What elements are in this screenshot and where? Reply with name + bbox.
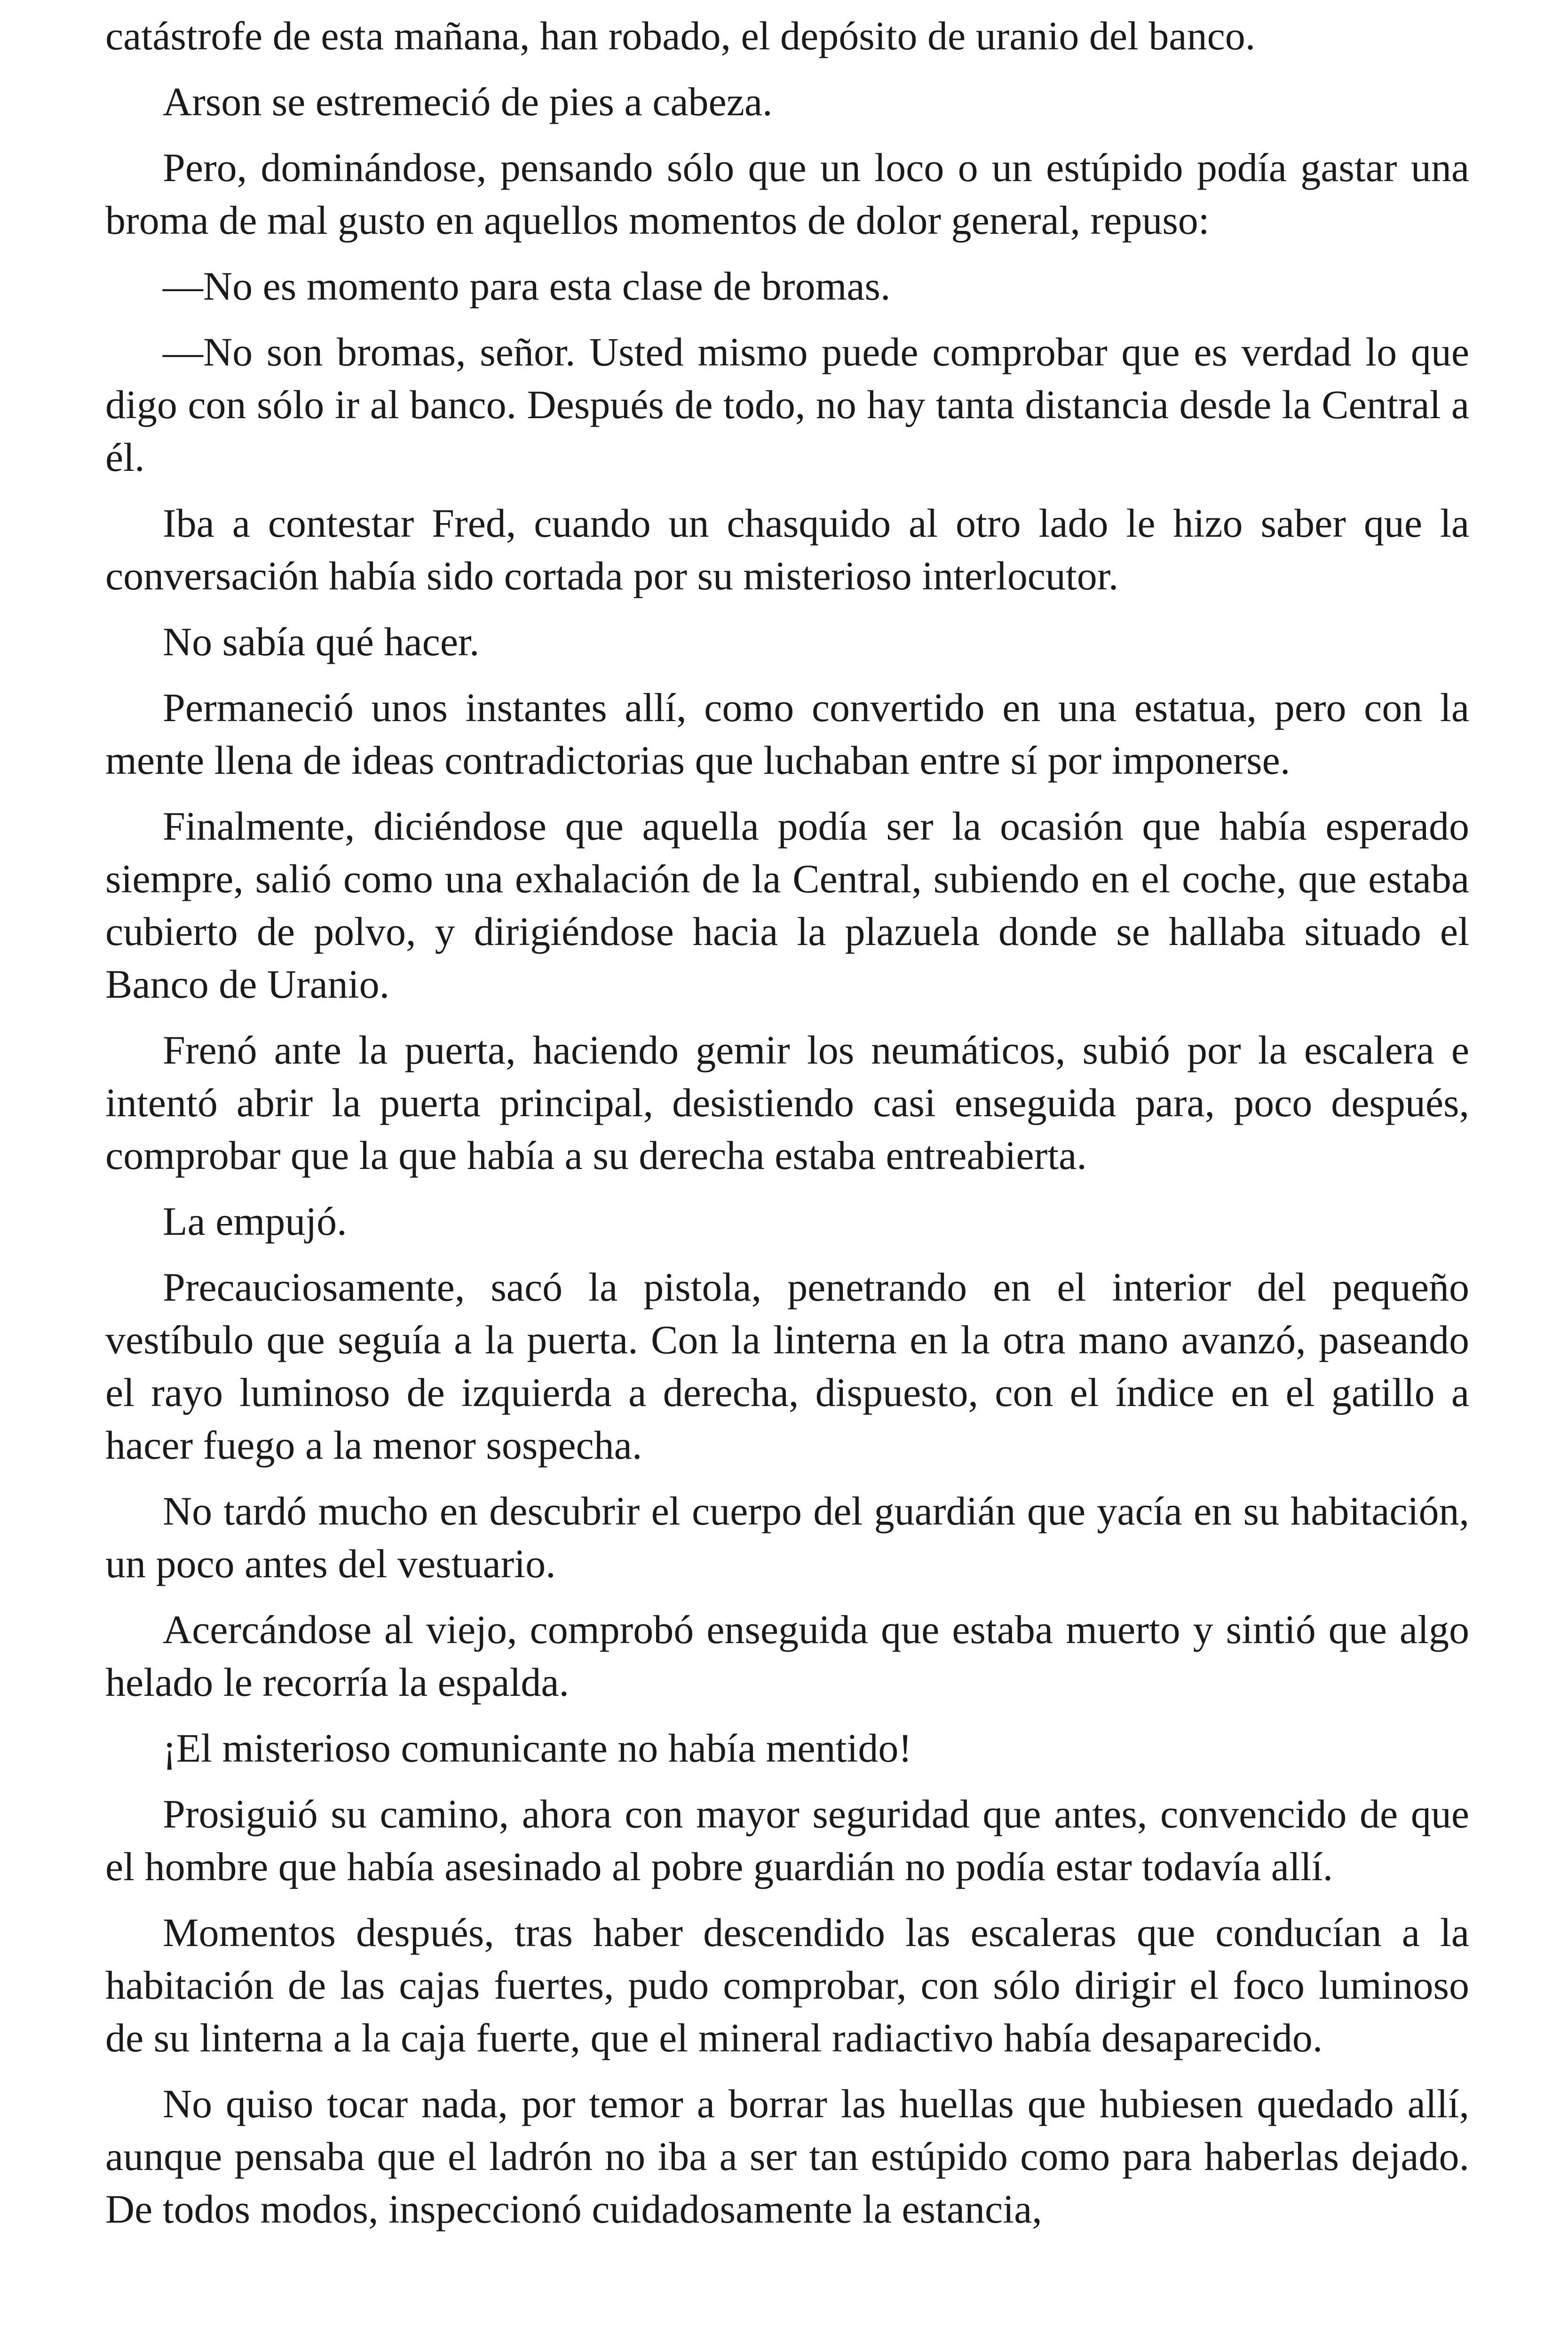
paragraph-10: La empujó. [163,1199,347,1244]
paragraph-8: Finalmente, diciéndose que aquella podía ser la ocasión que había esperado siempre, salió como una exhalación de la Central, subiendo en el coche, que estaba cubierto de polvo, y dirigiéndose hacia la plazuela donde se hallaba situado el Banco de Uranio. [105,803,1469,1007]
paragraph-3: —No es momento para esta clase de bromas. [163,263,891,309]
page-body [105,9,1469,2249]
paragraph-4: —No son bromas, señor. Usted mismo puede comprobar que es verdad lo que digo con sólo ir al banco. Después de todo, no hay tanta distancia desde la Central a él. [105,329,1469,480]
paragraph-6: No sabía qué hacer. [163,619,480,664]
paragraph-7: Permaneció unos instantes allí, como convertido en una estatua, pero con la mente llena de ideas contradictorias que luchaban entre sí por imponerse. [105,685,1469,783]
paragraph-1: Arson se estremeció de pies a cabeza. [163,79,773,124]
paragraph-15: Prosiguió su camino, ahora con mayor seguridad que antes, convencido de que el hombre que había asesinado al pobre guardián no podía estar todavía allí. [105,1791,1469,1889]
paragraph-11: Precauciosamente, sacó la pistola, penetrando en el interior del pequeño vestíbulo que seguía a la puerta. Con la linterna en la otra mano avanzó, paseando el rayo luminoso de izquierda a derecha, dispuesto, con el índice en el gatillo a hacer fuego a la menor sospecha. [105,1264,1469,1468]
paragraph-17: No quiso tocar nada, por temor a borrar las huellas que hubiesen quedado allí, aunque pensaba que el ladrón no iba a ser tan estúpido como para haberlas dejado. De todos modos, inspeccionó cuidadosamente la estancia, [105,2081,1469,2232]
paragraph-13: Acercándose al viejo, comprobó enseguida que estaba muerto y sintió que algo helado le recorría la espalda. [105,1607,1469,1705]
paragraph-14: ¡El misterioso comunicante no había mentido! [163,1725,912,1771]
paragraph-0: catástrofe de esta mañana, han robado, el depósito de uranio del banco. [105,13,1256,58]
paragraph-9: Frenó ante la puerta, haciendo gemir los neumáticos, subió por la escalera e intentó abrir la puerta principal, desistiendo casi enseguida para, poco después, comprobar que la que había a su derecha estaba entreabierta. [105,1027,1469,1178]
paragraph-2: Pero, dominándose, pensando sólo que un loco o un estúpido podía gastar una broma de mal gusto en aquellos momentos de dolor general, repuso: [105,145,1469,243]
paragraph-16: Momentos después, tras haber descendido las escaleras que conducían a la habitación de las cajas fuertes, pudo comprobar, con sólo dirigir el foco luminoso de su linterna a la caja fuerte, que el mineral radiactivo había desaparecido. [105,1910,1469,2060]
paragraph-5: Iba a contestar Fred, cuando un chasquido al otro lado le hizo saber que la conversación había sido cortada por su misterioso interlocutor. [105,501,1469,598]
paragraph-12: No tardó mucho en descubrir el cuerpo del guardián que yacía en su habitación, un poco antes del vestuario. [105,1488,1469,1586]
